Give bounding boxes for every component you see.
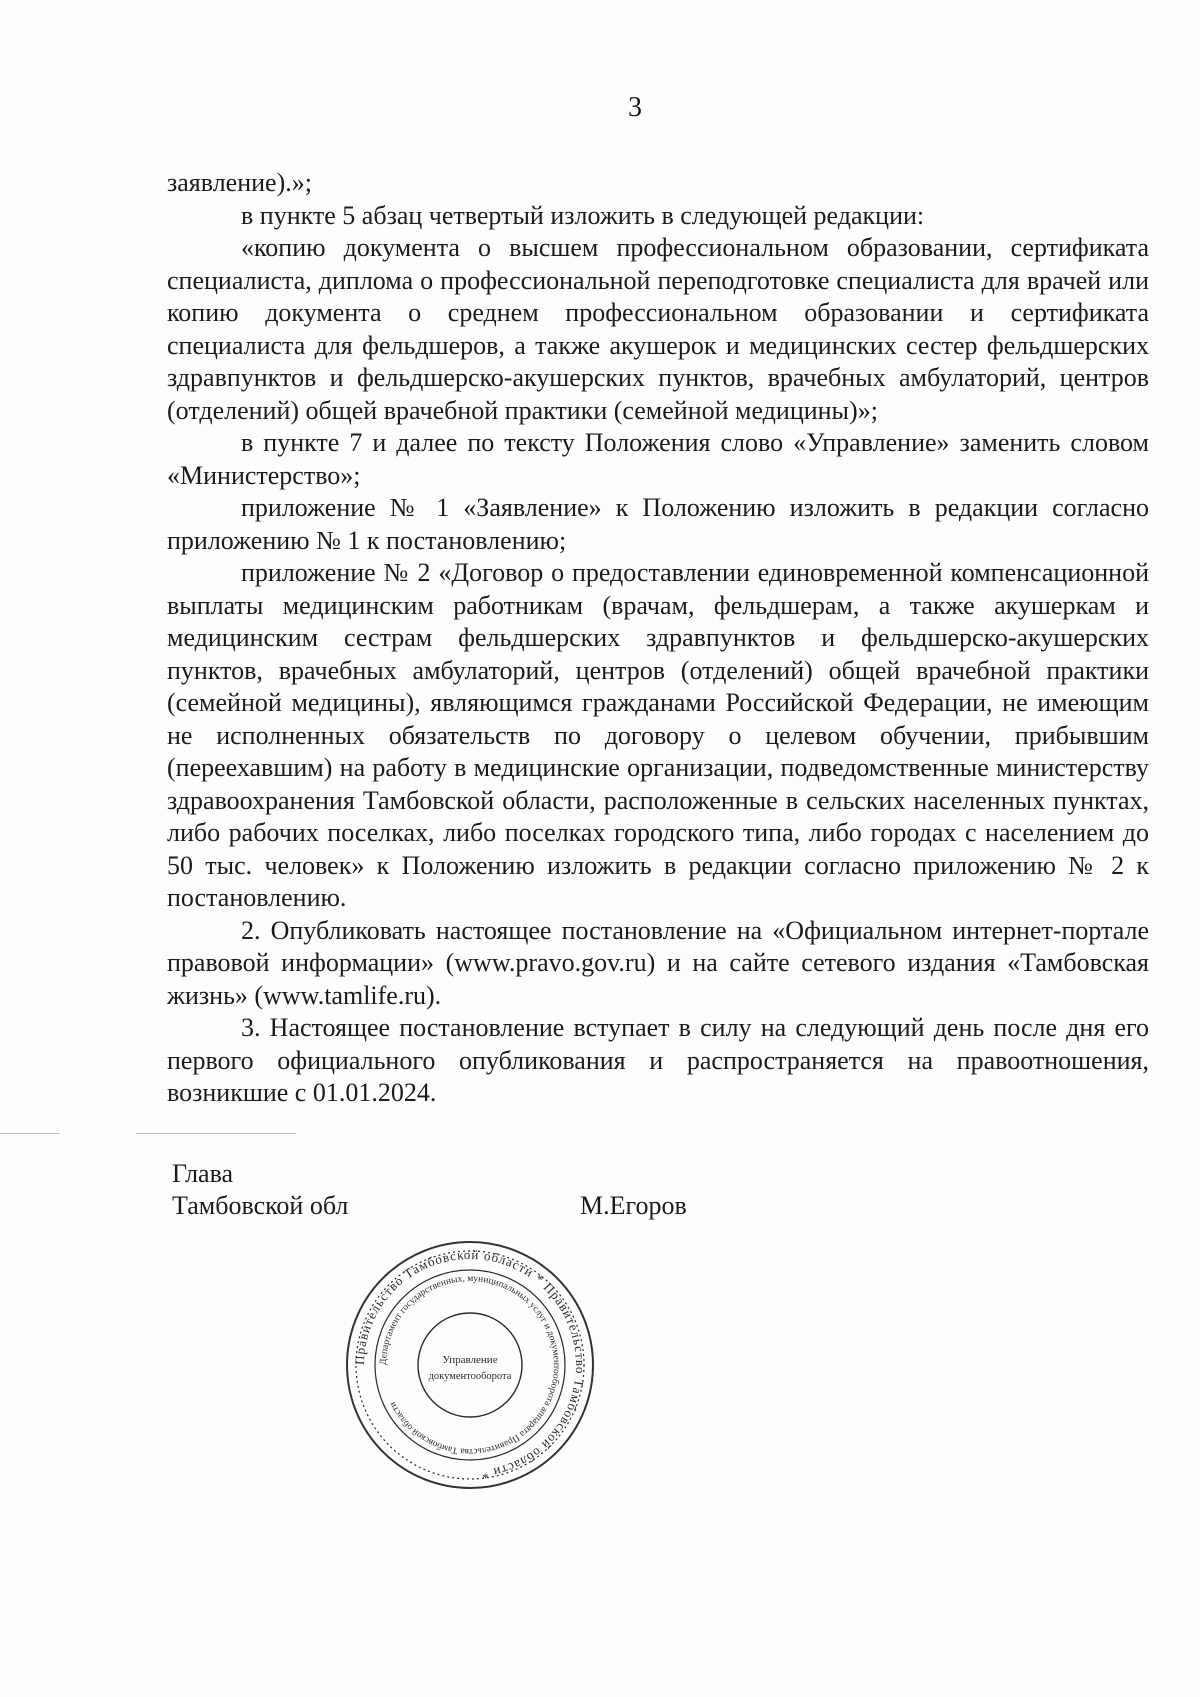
signature-region: Тамбовской обл [172,1191,349,1220]
paragraph-documents-copy: «копию документа о высшем профессиональном образовании, сертификата специалиста, диплома о профессиональной переподготовке специалиста для врачей или копию документа о среднем профессиональном образовании и сертификата специалиста для фельдшеров, а также акушерок и медицинских сестер фельдшерских здравпунктов и фельдшерско-акушерских пунктов, врачебных амбулаторий, центров (отделений) общей врачебной практики (семейной медицины)»; [167,233,1149,425]
signatory-name: М.Егоров [580,1191,687,1220]
signature-title: Глава [172,1159,234,1188]
seal-middle-text: Департамент государственных, муниципальных услуг и документооборота аппарата Правительства Тамбовской области [378,1273,562,1457]
seal-center-line1: Управление [442,1354,498,1366]
paragraph-point5-intro: в пункте 5 абзац четвертый изложить в следующей редакции: [241,200,925,230]
seal-center-line2: документооборота [428,1371,512,1382]
official-seal [346,1241,594,1489]
paragraph-effective-date: 3. Настоящее постановление вступает в силу на следующий день после дня его первого официального опубликования и распространяется на правоотношения, возникшие с 01.01.2024. [167,1013,1149,1107]
scan-artifact [136,1133,296,1134]
seal-graphic [346,1241,594,1489]
seal-outer-text: Правительство Тамбовской области * Правительство Тамбовской области * [351,1246,589,1483]
paragraph-appendix-2: приложение № 2 «Договор о предоставлении единовременной компенсационной выплаты медицинским работникам (врачам, фельдшерам, а также акушеркам и медицинским сестрам фельдшерских здравпунктов и фельдшерско-акушерских пунктов, врачебных амбулаторий, центров (отделений) общей врачебной практики (семейной медицины), являющимся гражданами Российской Федерации, не имеющим не исполненных обязательств по договору о целевом обучении, прибывшим (переехавшим) на работу в медицинские организации, подведомственные министерству здравоохранения Тамбовской области, расположенные в сельских населенных пунктах, либо рабочих поселках, либо поселках городского типа, либо городах с населением до 50 тыс. человек» к Положению изложить в редакции согласно приложению № 2 к постановлению. [167,558,1149,912]
paragraph-continuation: заявление).»; [167,168,312,197]
scan-artifact [0,1133,60,1134]
paragraph-point7-replacement: в пункте 7 и далее по тексту Положения слово «Управление» заменить словом «Министерство»; [167,428,1149,490]
page-number: 3 [628,92,642,123]
paragraph-publication: 2. Опубликовать настоящее постановление на «Официальном интернет-портале правовой информации» (www.pravo.gov.ru) и на сайте сетевого издания «Тамбовская жизнь» (www.tamlife.ru). [167,915,1149,1010]
document-body [167,167,1149,1110]
paragraph-appendix-1: приложение № 1 «Заявление» к Положению изложить в редакции согласно приложению № 1 к постановлению; [167,493,1149,555]
